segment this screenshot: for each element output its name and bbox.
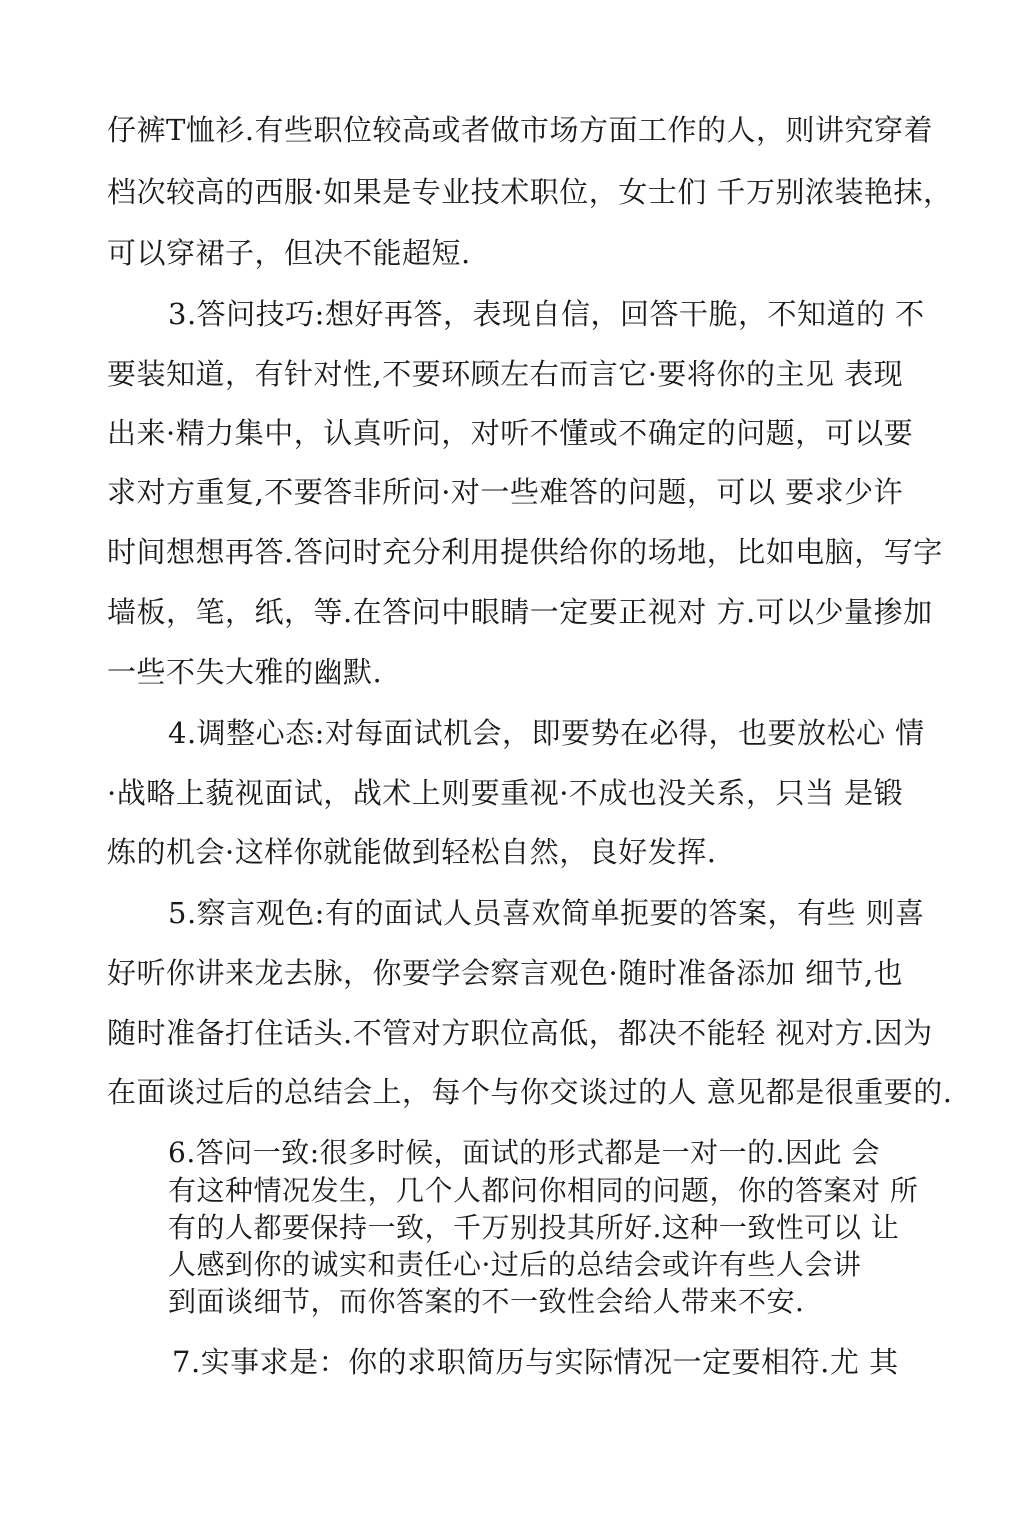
text-line-15: 好听你讲来龙去脉，你要学会察言观色·随时准备添加 细节,也 xyxy=(107,956,904,990)
text-line-7: 求对方重复,不要答非所问·对一些难答的问题，可以 要求少许 xyxy=(107,475,904,509)
text-line-16: 随时准备打住话头.不管对方职位高低，都决不能轻 视对方.因为 xyxy=(107,1016,933,1050)
text-line-10: 一些不失大雅的幽默. xyxy=(107,655,383,689)
text-line-11: 4.调整心态:对每面试机会，即要势在必得，也要放松心 情 xyxy=(168,716,925,750)
text-line-20: 有的人都要保持一致，千万别投其所好.这种一致性可以 让 xyxy=(168,1211,900,1244)
text-line-3: 可以穿裙子，但决不能超短. xyxy=(107,236,471,270)
text-line-18: 6.答问一致:很多时候，面试的形式都是一对一的.因此 会 xyxy=(168,1136,880,1169)
text-line-23: 7.实事求是：你的求职简历与实际情况一定要相符.尤 其 xyxy=(172,1345,899,1379)
text-line-12: ·战略上藐视面试，战术上则要重视·不成也没关系，只当 是锻 xyxy=(107,776,904,810)
text-line-22: 到面谈细节，而你答案的不一致性会给人带来不安. xyxy=(168,1285,805,1318)
text-line-14: 5.察言观色:有的面试人员喜欢简单扼要的答案，有些 则喜 xyxy=(168,896,925,930)
text-line-9: 墙板，笔，纸，等.在答问中眼睛一定要正视对 方.可以少量掺加 xyxy=(107,595,933,629)
text-line-4: 3.答问技巧:想好再答，表现自信，回答干脆，不知道的 不 xyxy=(168,297,925,331)
text-line-17: 在面谈过后的总结会上，每个与你交谈过的人 意见都是很重要的. xyxy=(107,1075,953,1109)
text-line-1: 仔裤T恤衫.有些职位较高或者做市场方面工作的人，则讲究穿着 xyxy=(107,113,934,147)
text-line-6: 出来·精力集中，认真听问，对听不懂或不确定的问题，可以要 xyxy=(107,416,914,450)
text-line-2: 档次较高的西服·如果是专业技术职位，女士们 千万别浓装艳抹， xyxy=(107,175,953,209)
text-line-19: 有这种情况发生，几个人都问你相同的问题，你的答案对 所 xyxy=(168,1174,919,1207)
text-line-5: 要装知道，有针对性,不要环顾左右而言它·要将你的主见 表现 xyxy=(107,357,904,391)
text-line-21: 人感到你的诚实和责任心·过后的总结会或许有些人会讲 xyxy=(168,1248,862,1281)
text-line-13: 炼的机会·这样你就能做到轻松自然，良好发挥. xyxy=(107,835,717,869)
text-line-8: 时间想想再答.答问时充分利用提供给你的场地，比如电脑，写字 xyxy=(107,535,943,569)
